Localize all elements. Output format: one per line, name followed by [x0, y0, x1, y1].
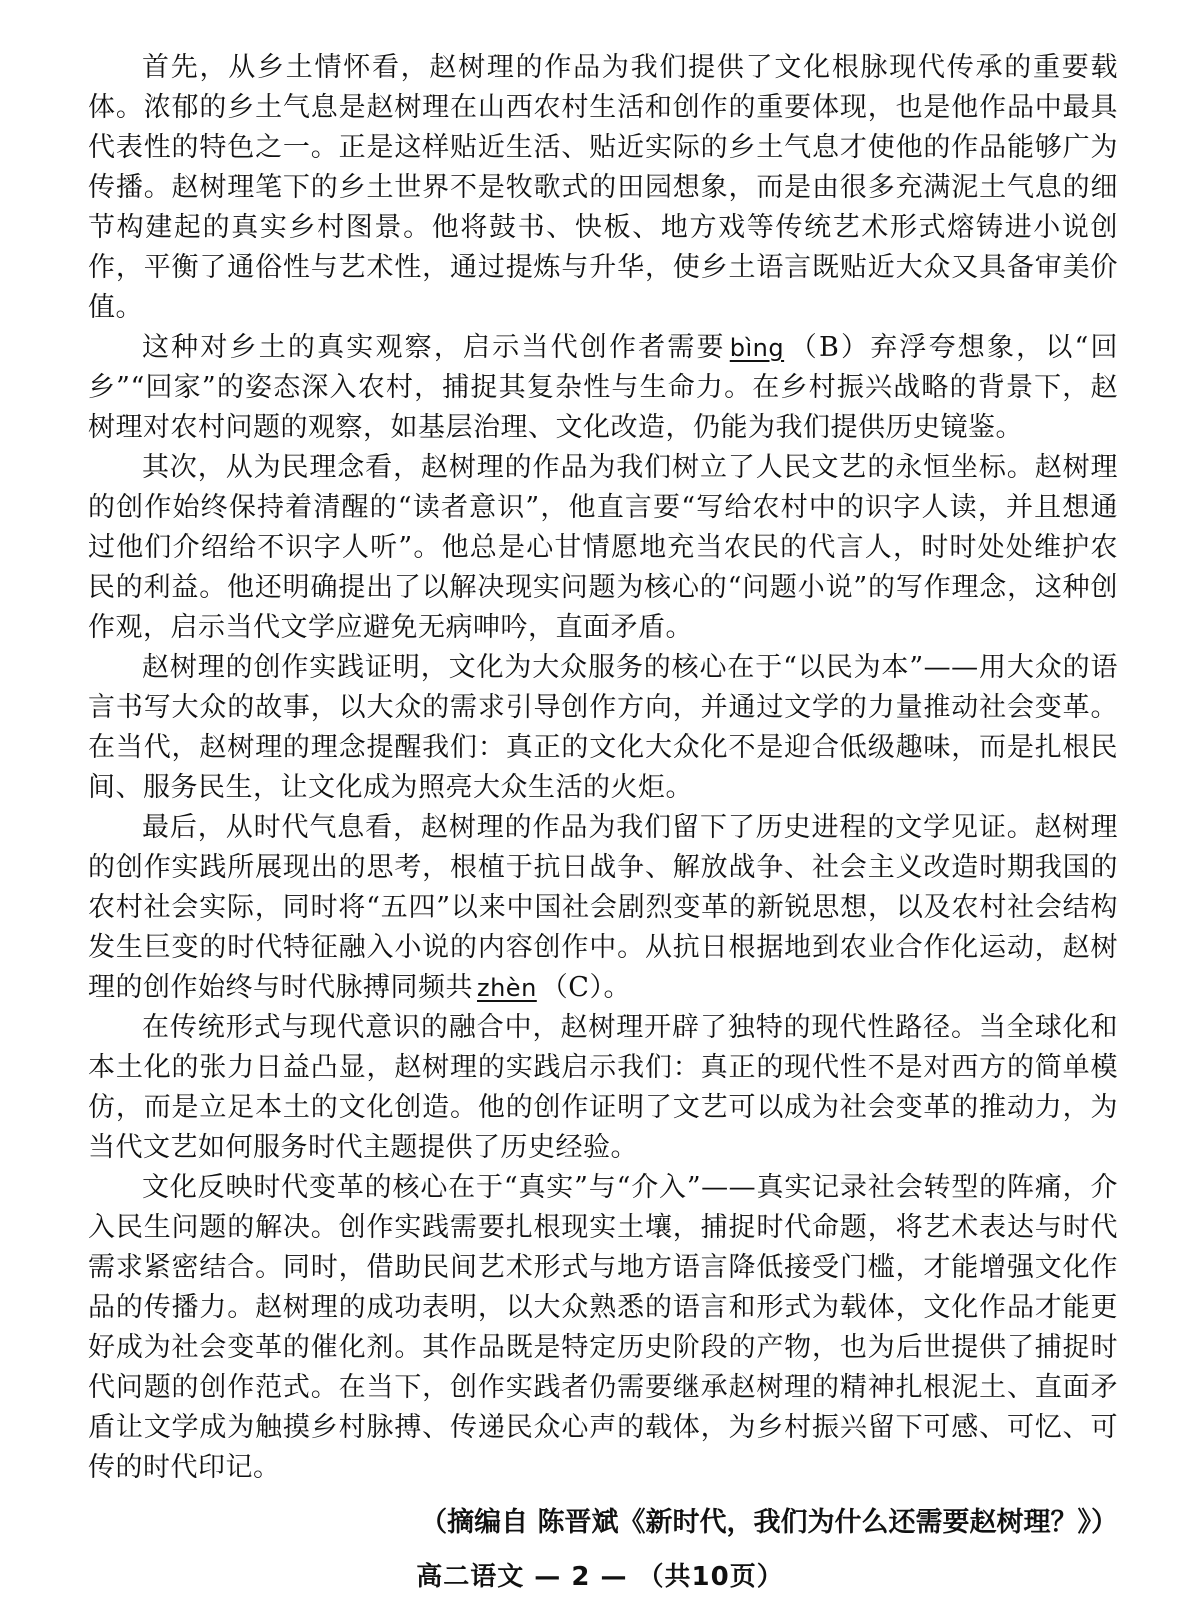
paragraph-4: 赵树理的创作实践证明，文化为大众服务的核心在于“以民为本”——用大众的语言书写大众的故事，以大众的需求引导创作方向，并通过文学的力量推动社会变革。在当代，赵树理的理念提醒我们：真正的文化大众化不是迎合低级趣味，而是扎根民间、服务民生，让文化成为照亮大众生活的火炬。: [88, 652, 1118, 803]
paragraph-2: [88, 328, 1118, 448]
paragraph-5-after: 。: [603, 972, 631, 1003]
article-body: [88, 48, 1118, 1488]
blank-mark-c: （C）: [540, 972, 604, 1003]
paragraph-3: 其次，从为民理念看，赵树理的作品为我们树立了人民文艺的永恒坐标。赵树理的创作始终保持着清醒的“读者意识”，他直言要“写给农村中的识字人读，并且想通过他们介绍给不识字人听”。他总是心甘情愿地充当农民的代言人，时时处处维护农民的利益。他还明确提出了以解决现实问题为核心的“问题小说”的写作理念，这种创作观，启示当代文学应避免无病呻吟，直面矛盾。: [88, 452, 1118, 643]
paragraph-6: 在传统形式与现代意识的融合中，赵树理开辟了独特的现代性路径。当全球化和本土化的张力日益凸显，赵树理的实践启示我们：真正的现代性不是对西方的简单模仿，而是立足本土的文化创造。他的创作证明了文艺可以成为社会变革的推动力，为当代文艺如何服务时代主题提供了历史经验。: [88, 1012, 1118, 1163]
paragraph-5: [88, 808, 1118, 1008]
page-footer: 高二语文 — 2 — （共10页）: [416, 1562, 784, 1592]
paragraph-2-before: 这种对乡土的真实观察，启示当代创作者需要: [142, 332, 726, 363]
source-citation: （摘编自 陈晋斌《新时代，我们为什么还需要赵树理？》）: [420, 1507, 1118, 1538]
paragraph-1: 首先，从乡土情怀看，赵树理的作品为我们提供了文化根脉现代传承的重要载体。浓郁的乡土气息是赵树理在山西农村生活和创作的重要体现，也是他作品中最具代表性的特色之一。正是这样贴近生活、贴近实际的乡土气息才使他的作品能够广为传播。赵树理笔下的乡土世界不是牧歌式的田园想象，而是由很多充满泥土气息的细节构建起的真实乡村图景。他将鼓书、快板、地方戏等传统艺术形式熔铸进小说创作，平衡了通俗性与艺术性，通过提炼与升华，使乡土语言既贴近大众又具备审美价值。: [88, 52, 1118, 323]
blank-mark-b: （B）: [788, 332, 871, 363]
paragraph-7: 文化反映时代变革的核心在于“真实”与“介入”——真实记录社会转型的阵痛，介入民生问题的解决。创作实践需要扎根现实土壤，捕捉时代命题，将艺术表达与时代需求紧密结合。同时，借助民间艺术形式与地方语言降低接受门槛，才能增强文化作品的传播力。赵树理的成功表明，以大众熟悉的语言和形式为载体，文化作品才能更好成为社会变革的催化剂。其作品既是特定历史阶段的产物，也为后世提供了捕捉时代问题的创作范式。在当下，创作实践者仍需要继承赵树理的精神扎根泥土、直面矛盾让文学成为触摸乡村脉搏、传递民众心声的载体，为乡村振兴留下可感、可忆、可传的时代印记。: [88, 1172, 1118, 1483]
pinyin-blank-c: zhèn: [477, 974, 537, 1002]
paragraph-2-after: 弃浮夸想象，以“回乡”“回家”的姿态深入农村，捕捉其复杂性与生命力。在乡村振兴战略的背景下，赵树理对农村问题的观察，如基层治理、文化改造，仍能为我们提供历史镜鉴。: [88, 332, 1119, 443]
paragraph-5-before: 最后，从时代气息看，赵树理的作品为我们留下了历史进程的文学见证。赵树理的创作实践所展现出的思考，根植于抗日战争、解放战争、社会主义改造时期我国的农村社会实际，同时将“五四”以来中国社会剧烈变革的新锐思想，以及农村社会结构发生巨变的时代特征融入小说的内容创作中。从抗日根据地到农业合作化运动，赵树理的创作始终与时代脉搏同频共: [88, 812, 1118, 1003]
pinyin-blank-b: bìng: [729, 334, 785, 362]
